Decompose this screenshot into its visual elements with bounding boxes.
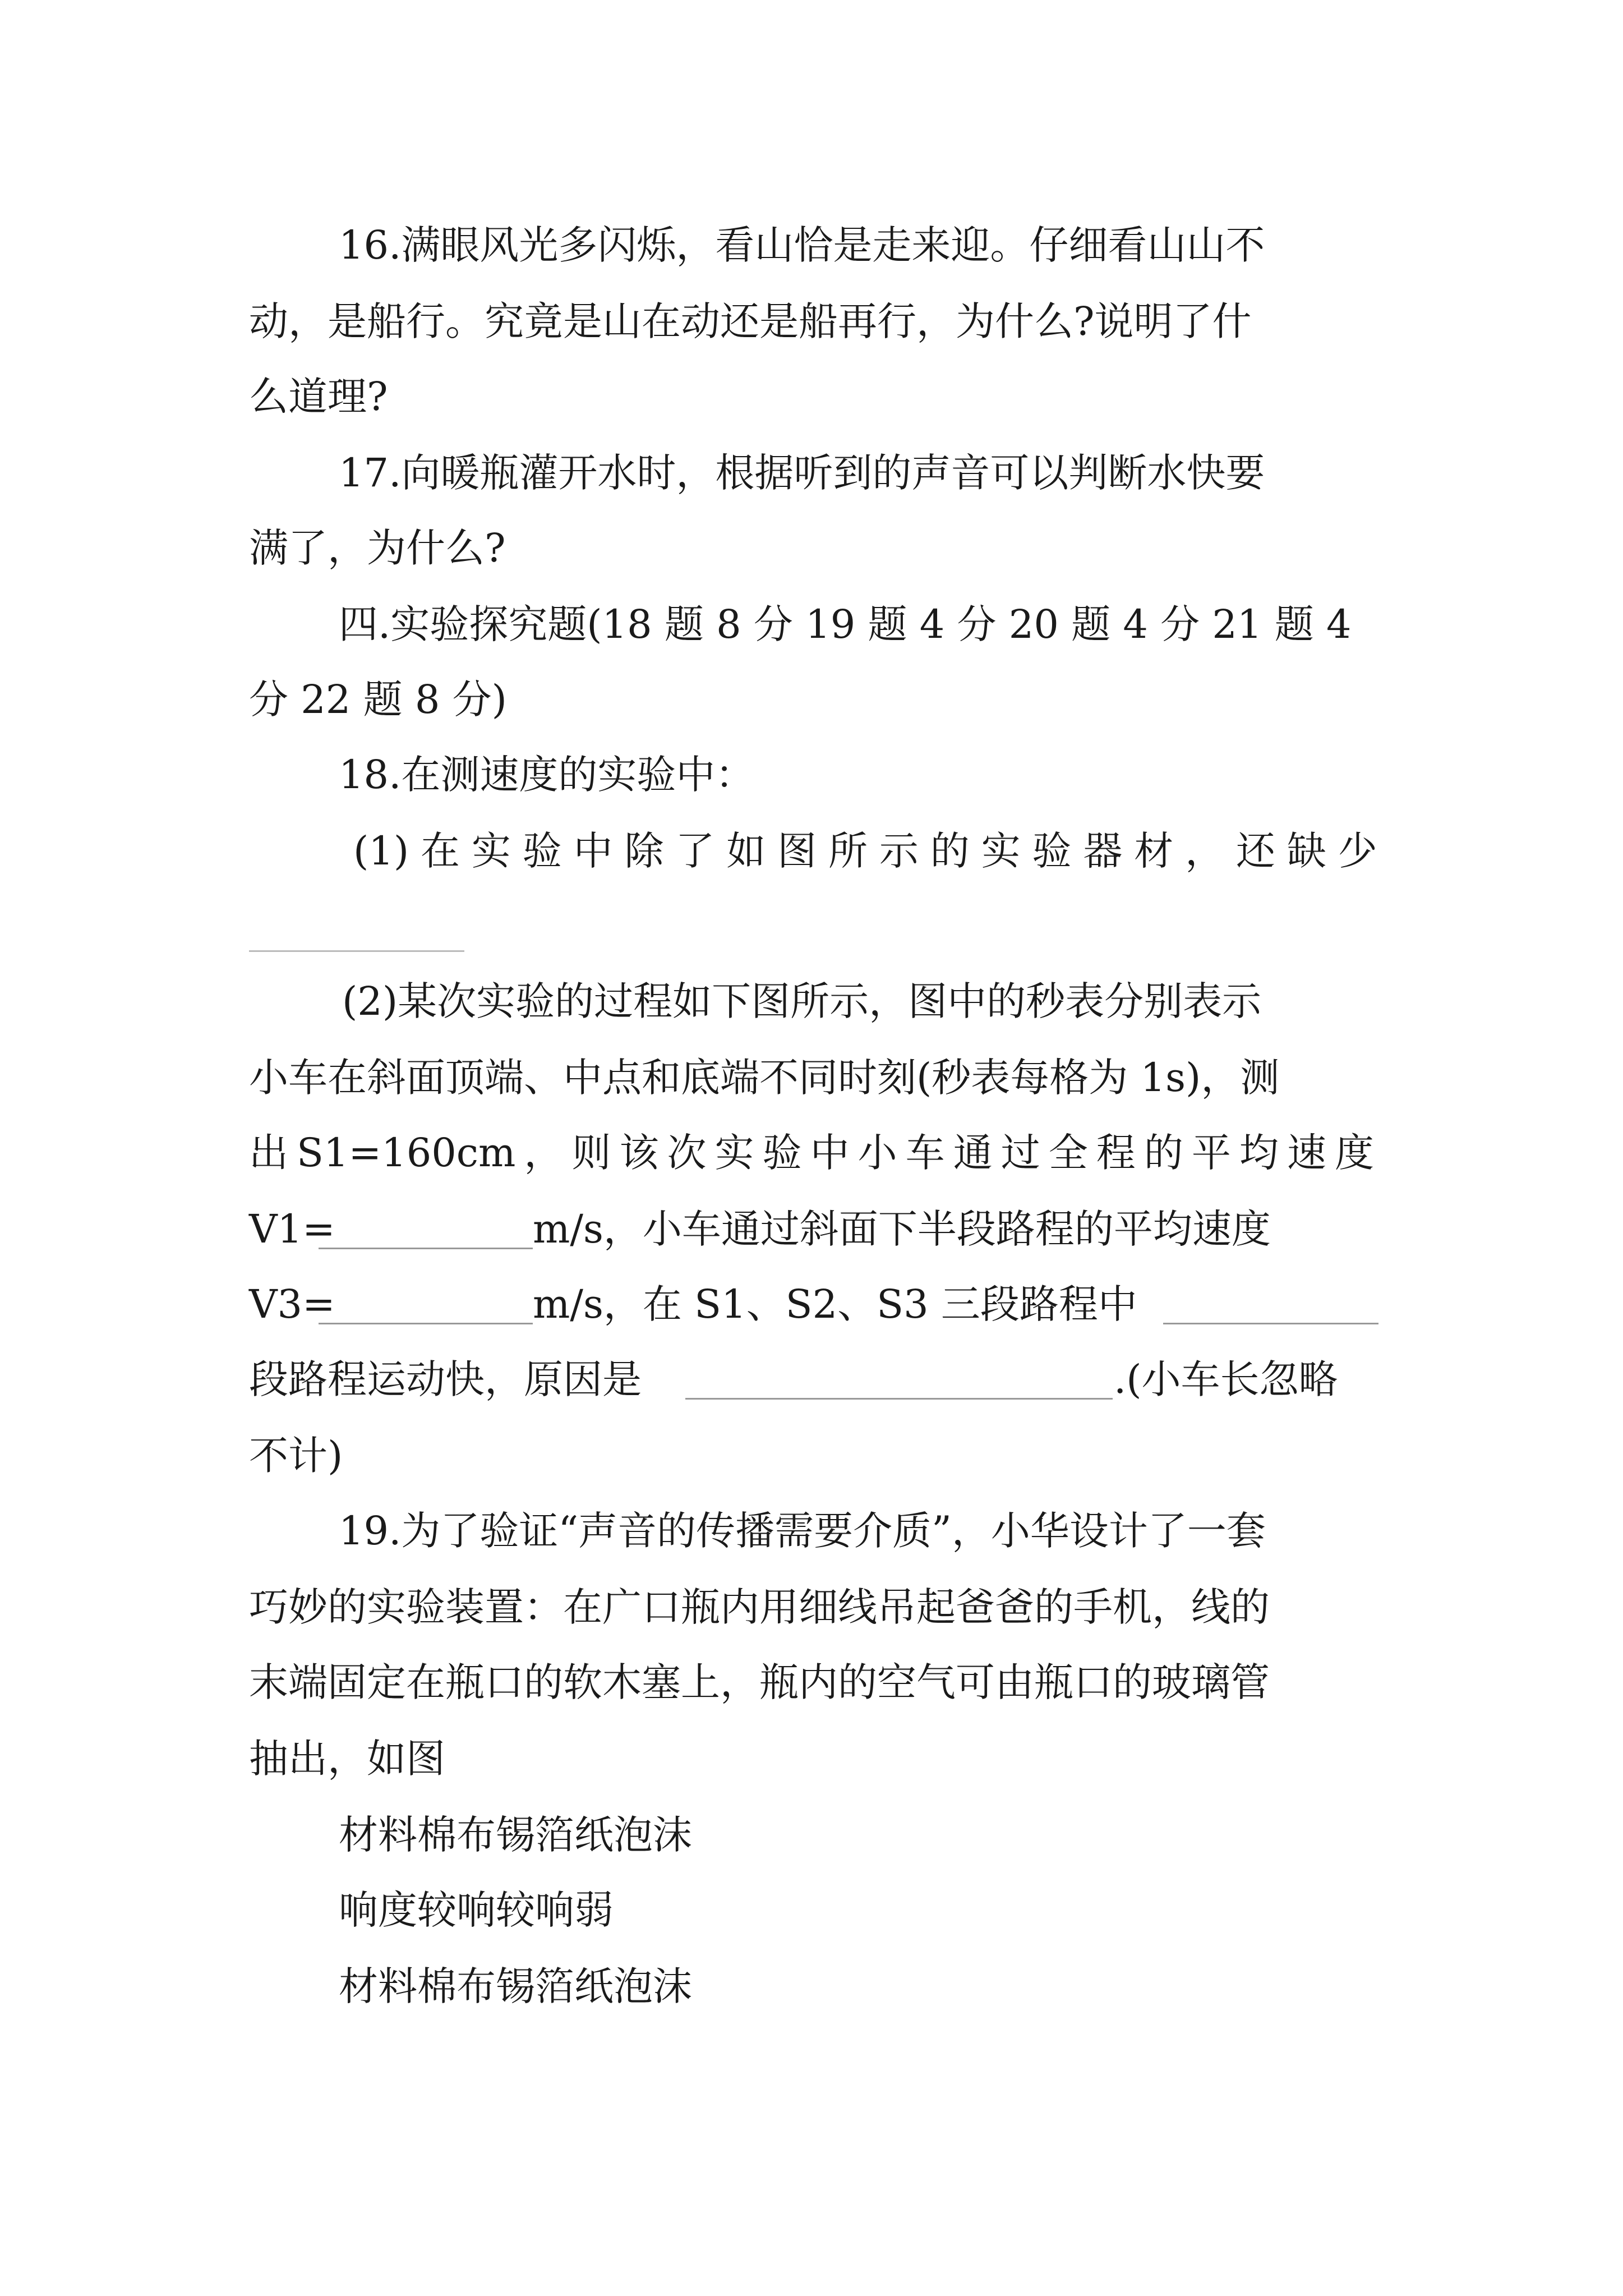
q18-part1-char: 少 xyxy=(1338,828,1377,874)
answer-blank-rule xyxy=(249,950,464,952)
q18-part1-char: 中 xyxy=(573,828,613,874)
q18-part2-word: 中 xyxy=(810,1130,850,1176)
q18-part2-word: 车 xyxy=(905,1130,945,1176)
q17-line-2: 满了，为什么? xyxy=(249,525,506,571)
table-row-materials-repeat: 材料棉布锡箔纸泡沫 xyxy=(339,1963,692,2009)
q18-part2-word: 实 xyxy=(714,1130,754,1176)
q18-part2-word: 通 xyxy=(953,1130,993,1176)
q18-part2-word: ， xyxy=(524,1130,564,1176)
q18-reason-text: 段路程运动快，原因是 xyxy=(249,1356,642,1402)
q18-part2-word: 程 xyxy=(1096,1130,1136,1176)
q16-line-2: 动，是船行。究竟是山在动还是船再行，为什么?说明了什 xyxy=(249,298,1252,344)
q18-part2-word: 平 xyxy=(1191,1130,1231,1176)
q18-part2-word: S1=160cm xyxy=(297,1130,516,1176)
q18-part1-char: 器 xyxy=(1083,828,1123,874)
q18-part1-char: 验 xyxy=(522,828,562,874)
q18-part2-word: 全 xyxy=(1048,1130,1088,1176)
q18-part1-char: 了 xyxy=(675,828,715,874)
q18-part1-char: 实 xyxy=(471,828,511,874)
v3-answer-blank[interactable] xyxy=(319,1323,533,1324)
q18-part2-word: 该 xyxy=(619,1130,659,1176)
q18-part1-line xyxy=(353,828,1377,874)
q19-line-1: 19.为了验证“声音的传播需要介质”，小华设计了一套 xyxy=(339,1508,1266,1554)
q18-part2-word: 则 xyxy=(571,1130,611,1176)
q17-line-1: 17.向暖瓶灌开水时，根据听到的声音可以判断水快要 xyxy=(339,450,1265,496)
q18-part1-char: 示 xyxy=(879,828,919,874)
q18-part2-word: 的 xyxy=(1144,1130,1183,1176)
q18-title: 18.在测速度的实验中： xyxy=(339,752,755,798)
section-4-heading-line-2: 分 22 题 8 分) xyxy=(249,677,507,723)
q18-part2-word: 均 xyxy=(1239,1130,1279,1176)
q18-part1-char: 所 xyxy=(828,828,868,874)
q18-part2-word: 出 xyxy=(249,1130,288,1176)
q18-part2-line-3 xyxy=(249,1130,1374,1176)
q18-v3-text: m/s，在 S1、S2、S3 三段路程中 xyxy=(533,1281,1137,1327)
q18-part1-char: 如 xyxy=(726,828,766,874)
q18-part1-char: 在 xyxy=(421,828,460,874)
table-row-loudness: 响度较响较响弱 xyxy=(339,1887,614,1933)
q18-v3-label: V3= xyxy=(249,1281,335,1327)
q19-line-4: 抽出，如图 xyxy=(249,1736,445,1782)
q18-part1-char: 缺 xyxy=(1287,828,1326,874)
v1-answer-blank[interactable] xyxy=(319,1248,533,1249)
q18-part2-word: 过 xyxy=(1000,1130,1040,1176)
q18-v1-text: m/s，小车通过斜面下半段路程的平均速度 xyxy=(533,1206,1271,1252)
q19-line-3: 末端固定在瓶口的软木塞上，瓶内的空气可由瓶口的玻璃管 xyxy=(249,1659,1270,1705)
reason-answer-blank[interactable] xyxy=(685,1398,1113,1400)
segment-answer-blank[interactable] xyxy=(1163,1323,1378,1324)
q18-part1-char: 的 xyxy=(930,828,970,874)
q18-part2-word: 速 xyxy=(1287,1130,1326,1176)
q19-line-2: 巧妙的实验装置：在广口瓶内用细线吊起爸爸的手机，线的 xyxy=(249,1584,1270,1630)
q18-part2-line-2: 小车在斜面顶端、中点和底端不同时刻(秒表每格为 1s)，测 xyxy=(249,1055,1280,1101)
q16-line-1: 16.满眼风光多闪烁，看山恰是走来迎。仔细看山山不 xyxy=(339,222,1265,268)
q18-part1-char: ， xyxy=(1185,828,1225,874)
q18-v1-label: V1= xyxy=(249,1206,335,1252)
q18-part1-char: 验 xyxy=(1032,828,1072,874)
q18-part1-char: 除 xyxy=(624,828,664,874)
q18-part1-char: 实 xyxy=(981,828,1021,874)
q18-part1-char: (1) xyxy=(353,828,409,874)
q18-reason-tail: .(小车长忽略 xyxy=(1114,1356,1338,1402)
q16-line-3: 么道理? xyxy=(249,374,388,420)
q18-part1-char: 还 xyxy=(1236,828,1276,874)
q18-part1-char: 材 xyxy=(1134,828,1174,874)
q18-part2-line-7: 不计) xyxy=(249,1433,343,1479)
q18-part1-char: 图 xyxy=(777,828,817,874)
q18-part2-word: 小 xyxy=(857,1130,897,1176)
section-4-heading-line-1: 四.实验探究题(18 题 8 分 19 题 4 分 20 题 4 分 21 题 4 xyxy=(339,601,1352,647)
q18-part2-word: 验 xyxy=(762,1130,802,1176)
q18-part2-word: 度 xyxy=(1334,1130,1374,1176)
table-row-materials: 材料棉布锡箔纸泡沫 xyxy=(339,1812,692,1858)
q18-part2-line-1: (2)某次实验的过程如下图所示，图中的秒表分别表示 xyxy=(342,978,1262,1024)
q18-part2-word: 次 xyxy=(667,1130,707,1176)
